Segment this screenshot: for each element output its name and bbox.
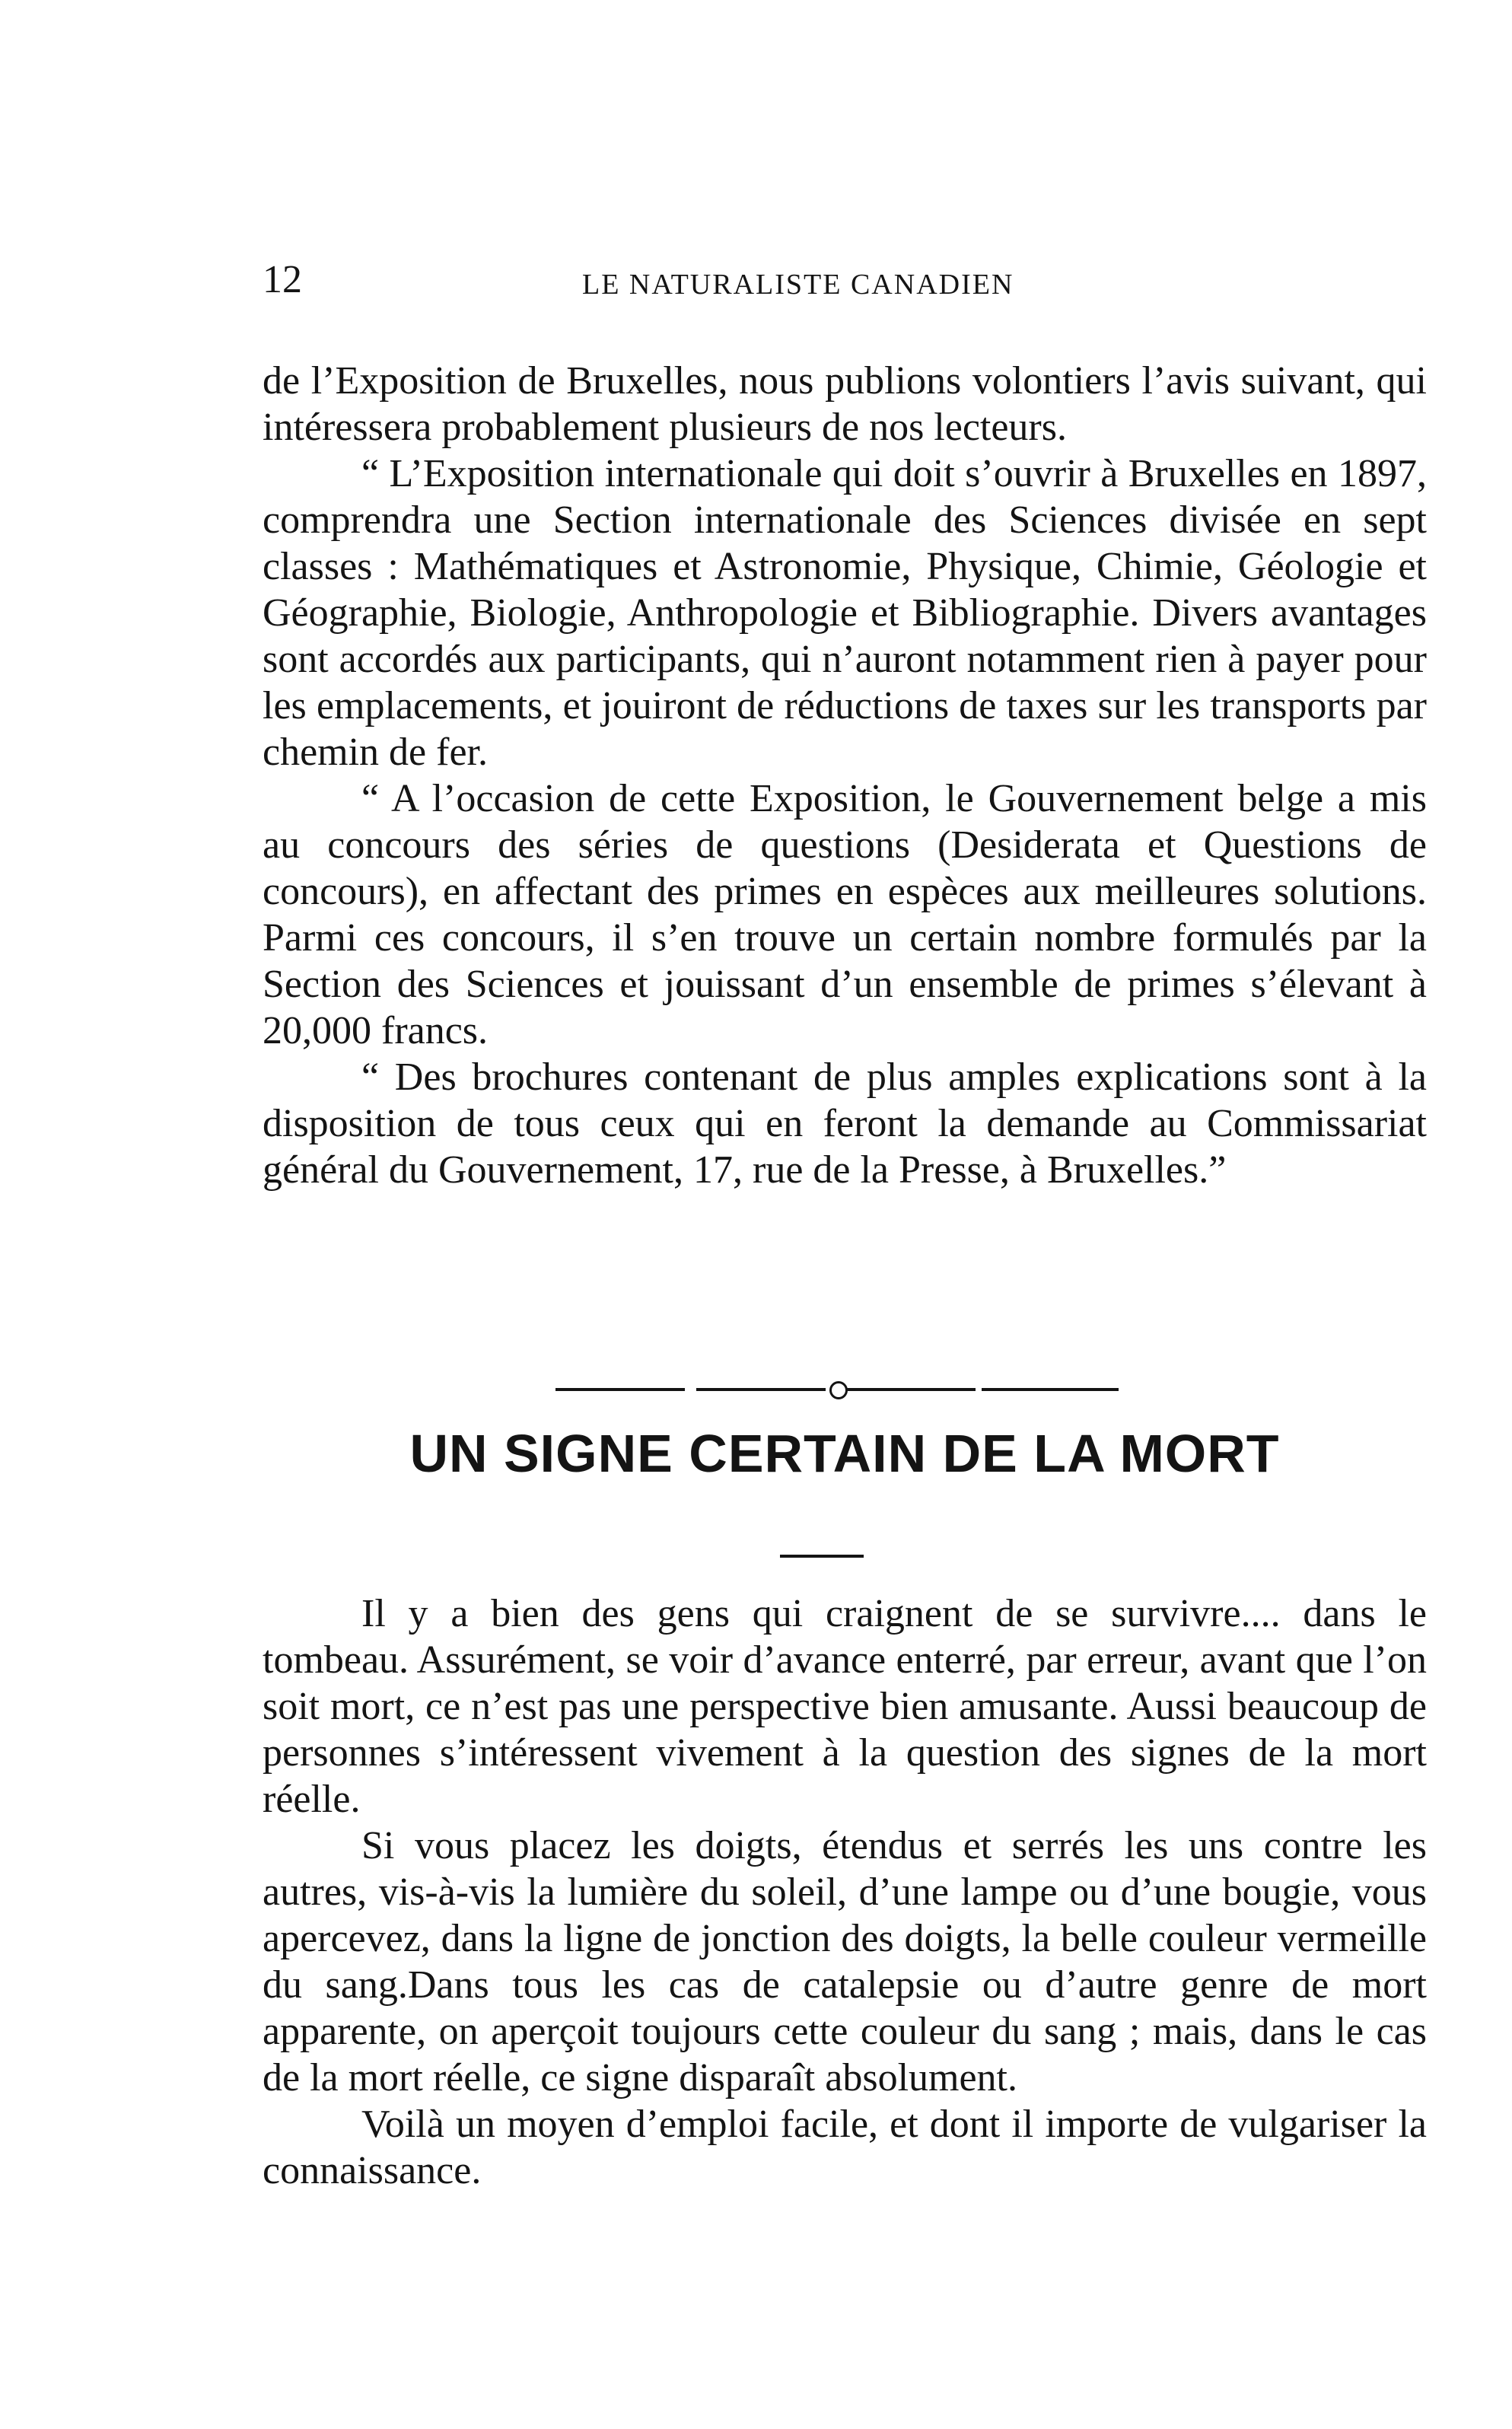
title-rule bbox=[780, 1555, 864, 1558]
separator-line bbox=[982, 1388, 1119, 1391]
paragraph: “ A l’occasion de cette Exposition, le Gouvernement belge a mis au concours des séries de questions (Desiderata et Questions de concours), en affectant des primes en espèces aux meilleures solutions. Parmi ces concours, il s’en trouve un certain nombre formulés par la Section des Sciences et jouissant d’un ensemble de primes s’élevant à 20,000 francs. bbox=[263, 777, 1427, 1052]
page-header bbox=[263, 257, 1138, 318]
separator-line bbox=[846, 1388, 976, 1391]
running-head: LE NATURALISTE CANADIEN bbox=[582, 269, 1014, 301]
separator-line bbox=[696, 1388, 826, 1391]
separator-circle bbox=[829, 1381, 848, 1399]
paragraph: Voilà un moyen d’emploi facile, et dont il importe de vulgariser la connaissance. bbox=[263, 2103, 1427, 2192]
paragraph: de l’Exposition de Bruxelles, nous publions volontiers l’avis suivant, qui intéressera probablement plusieurs de nos lecteurs. bbox=[263, 359, 1427, 449]
article-body bbox=[263, 1590, 1427, 2194]
paragraph: “ Des brochures contenant de plus amples explications sont à la disposition de tous ceux qui en feront la demande au Commissariat général du Gouvernement, 17, rue de la Presse, à Bruxelles.” bbox=[263, 1055, 1427, 1192]
paragraph: Si vous placez les doigts, étendus et serrés les uns contre les autres, vis-à-vis la lumière du soleil, d’une lampe ou d’une bougie, vous apercevez, dans la ligne de jonction des doigts, la belle couleur vermeille du sang.Dans tous les cas de catalepsie ou d’autre genre de mort apparente, on aperçoit toujours cette couleur du sang ; mais, dans le cas de la mort réelle, ce signe disparaît absolument. bbox=[263, 1824, 1427, 2100]
separator-line bbox=[555, 1388, 685, 1391]
article-title: UN SIGNE CERTAIN DE LA MORT bbox=[409, 1424, 1280, 1483]
paragraph: “ L’Exposition internationale qui doit s’ouvrir à Bruxelles en 1897, comprendra une Section internationale des Sciences divisée en sept classes : Mathématiques et Astronomie, Physique, Chimie, Géologie et Géographie, Biologie, Anthropologie et Bibliographie. Divers avantages sont accordés aux participants, qui n’auront notamment rien à payer pour les emplacements, et jouiront de réductions de taxes sur les transports par chemin de fer. bbox=[263, 452, 1427, 774]
page-number: 12 bbox=[263, 258, 302, 301]
paragraph: Il y a bien des gens qui craignent de se survivre.... dans le tombeau. Assurément, se voir d’avance enterré, par erreur, avant que l’on soit mort, ce n’est pas une perspective bien amusante. Aussi beaucoup de personnes s’intéressent vivement à la question des signes de la mort réelle. bbox=[263, 1592, 1427, 1821]
exposition-notice bbox=[263, 358, 1427, 1193]
section-separator bbox=[555, 1377, 1119, 1400]
